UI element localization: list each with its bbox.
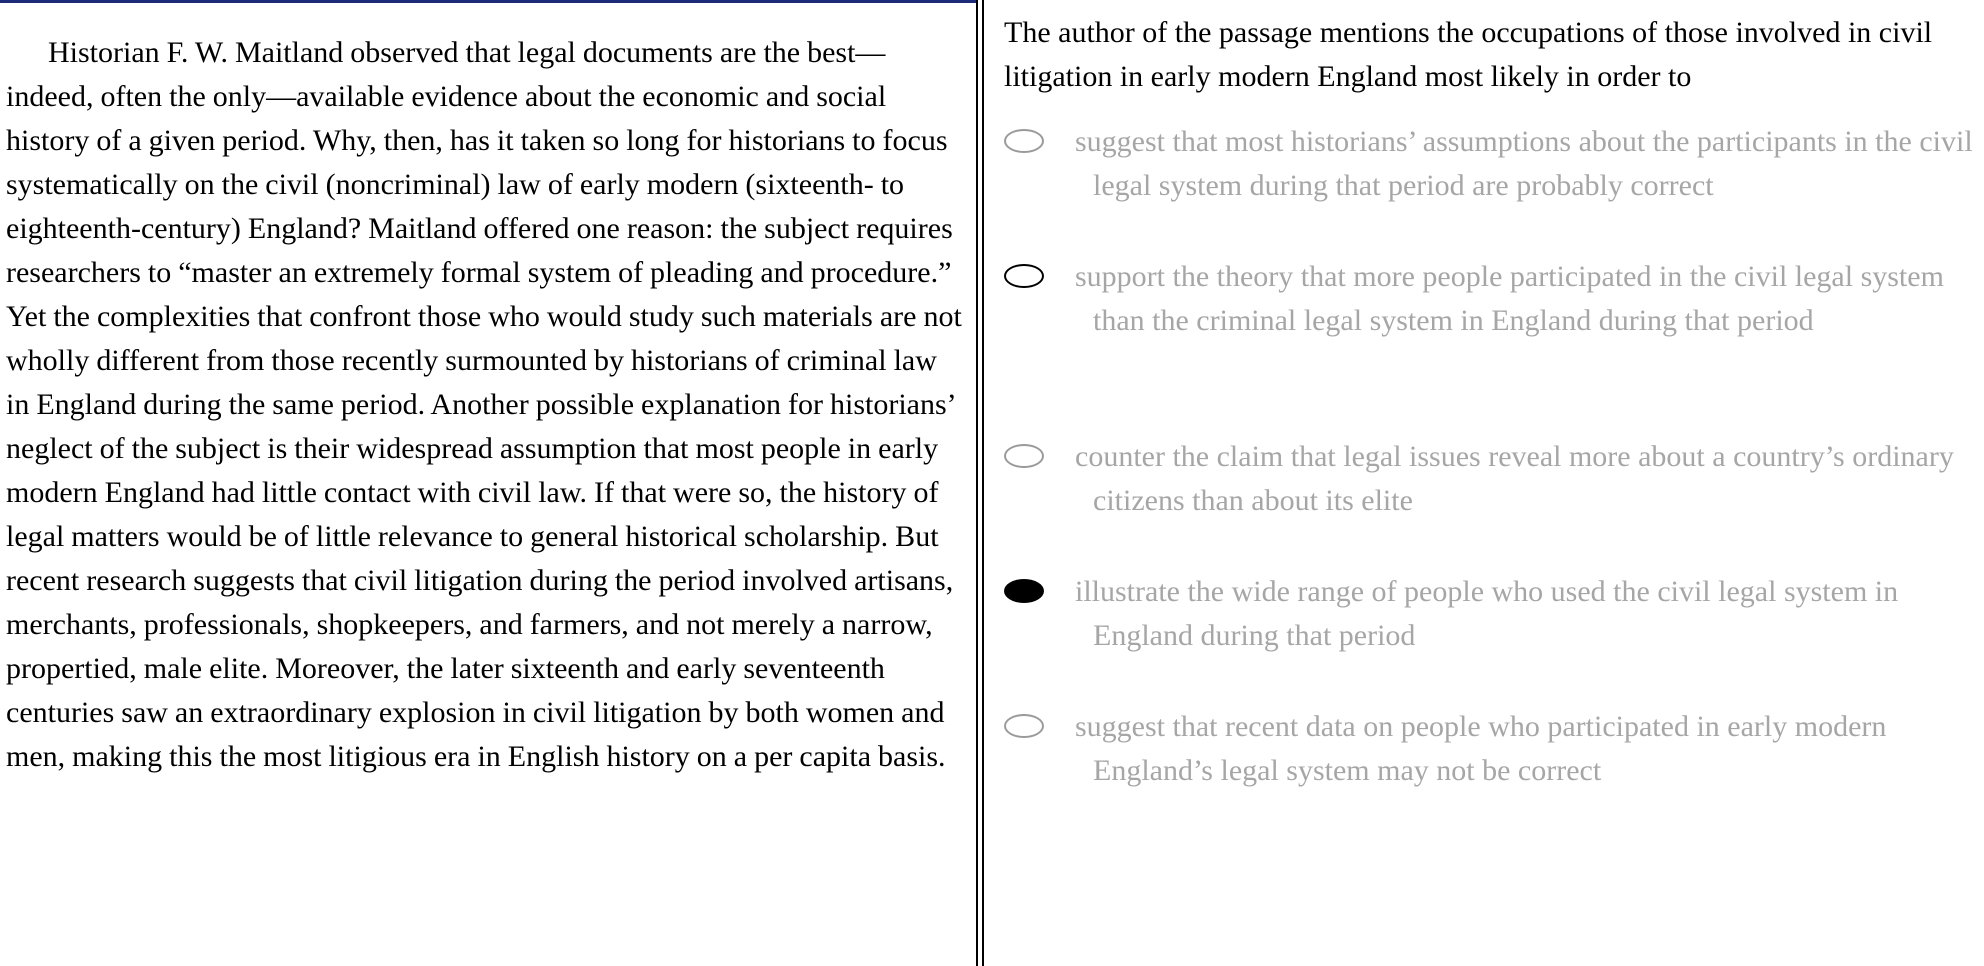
pane-divider[interactable]: [976, 0, 984, 966]
passage-pane: [0, 0, 976, 966]
radio-button-icon[interactable]: [1004, 444, 1044, 468]
answer-choice-label: support the theory that more people participated in the civil legal system than the criminal legal system in England during that period: [1075, 260, 1944, 337]
answer-choice-a[interactable]: [1004, 120, 1980, 230]
answer-choice-d[interactable]: [1004, 570, 1980, 680]
answer-choice-b[interactable]: [1004, 255, 1980, 365]
answer-choice-label: suggest that most historians’ assumptions about the participants in the civil legal system during that period are probably correct: [1075, 125, 1973, 202]
radio-button-icon[interactable]: [1004, 129, 1044, 153]
question-stem: The author of the passage mentions the occupations of those involved in civil litigation in early modern England most likely in order to: [1004, 16, 1933, 93]
radio-button-icon[interactable]: [1004, 264, 1044, 288]
radio-button-icon[interactable]: [1004, 714, 1044, 738]
reading-passage: Historian F. W. Maitland observed that legal documents are the best—indeed, often the only—available evidence about the economic and social history of a given period. Why, then, has it taken so long for historians to focus systematically on the civil (noncriminal) law of early modern (sixteenth- to eighteenth-century) England? Maitland offered one reason: the subject requires researchers to “master an extremely formal system of pleading and procedure.” Yet the complexities that confront those who would study such materials are not wholly different from those recently surmounted by historians of criminal law in England during the same period. Another possible explanation for historians’ neglect of the subject is their widespread assumption that most people in early modern England had little contact with civil law. If that were so, the history of legal matters would be of little relevance to general historical scholarship. But recent research suggests that civil litigation during the period involved artisans, merchants, professionals, shopkeepers, and farmers, and not merely a narrow, propertied, male elite. Moreover, the later sixteenth and early seventeenth centuries saw an extraordinary explosion in civil litigation by both women and men, making this the most litigious era in English history on a per capita basis.: [6, 36, 962, 773]
answer-choice-label: counter the claim that legal issues reveal more about a country’s ordinary citizens than about its elite: [1075, 440, 1954, 517]
radio-button-selected-icon[interactable]: [1004, 579, 1044, 603]
answer-choice-label: illustrate the wide range of people who used the civil legal system in England during that period: [1075, 575, 1899, 652]
answer-choice-label: suggest that recent data on people who participated in early modern England’s legal system may not be correct: [1075, 710, 1887, 787]
answer-choice-c[interactable]: [1004, 435, 1980, 545]
answer-choice-e[interactable]: [1004, 705, 1980, 815]
question-pane: [1000, 0, 1984, 966]
